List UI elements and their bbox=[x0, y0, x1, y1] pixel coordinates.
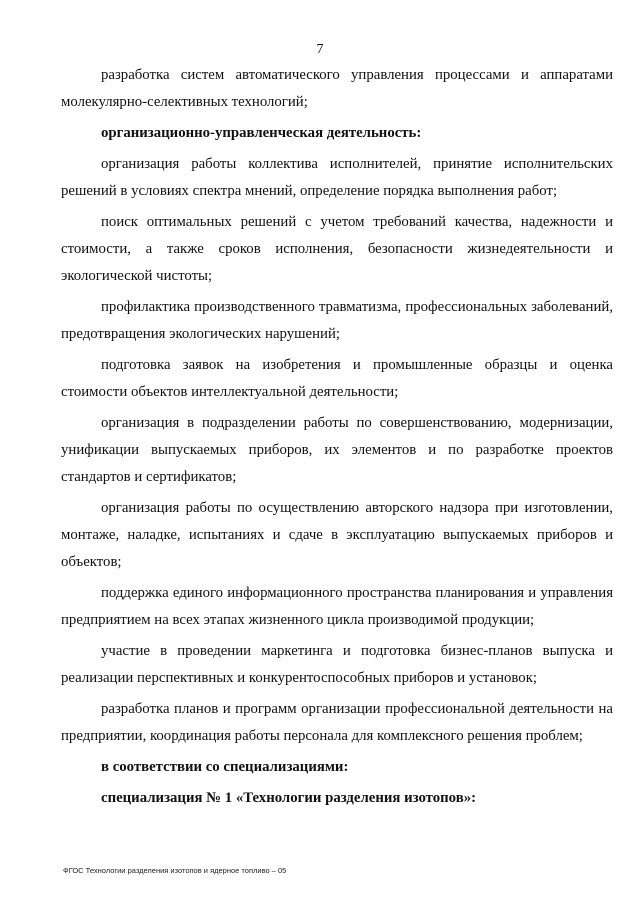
paragraph-10: участие в проведении маркетинга и подготовка бизнес-планов выпуска и реализации перспективных и конкурентоспособных приборов и установок; bbox=[61, 643, 613, 686]
paragraph-6: подготовка заявок на изобретения и промышленные образцы и оценка стоимости объектов интеллектуальной деятельности; bbox=[61, 357, 613, 400]
heading-specializations: в соответствии со специализациями: bbox=[101, 759, 349, 775]
footer-text: ФГОС Технологии разделения изотопов и ядерное топливо – 05 bbox=[63, 866, 287, 875]
heading-organizational-activity: организационно-управленческая деятельность: bbox=[101, 125, 422, 141]
page-number: 7 bbox=[316, 42, 324, 57]
paragraph-7: организация в подразделении работы по совершенствованию, модернизации, унификации выпускаемых приборов, их элементов и по разработке проектов стандартов и сертификатов; bbox=[61, 415, 613, 485]
paragraph-3: организация работы коллектива исполнителей, принятие исполнительских решений в условиях спектра мнений, определение порядка выполнения работ; bbox=[61, 156, 613, 199]
paragraph-11: разработка планов и программ организации профессиональной деятельности на предприятии, координация работы персонала для комплексного решения проблем; bbox=[61, 701, 613, 744]
paragraph-5: профилактика производственного травматизма, профессиональных заболеваний, предотвращения экологических нарушений; bbox=[61, 299, 613, 342]
paragraph-1: разработка систем автоматического управления процессами и аппаратами молекулярно-селективных технологий; bbox=[61, 67, 613, 110]
document-body bbox=[61, 62, 613, 816]
paragraph-9: поддержка единого информационного пространства планирования и управления предприятием на всех этапах жизненного цикла производимой продукции; bbox=[61, 585, 613, 628]
heading-specialization-1: специализация № 1 «Технологии разделения изотопов»: bbox=[101, 790, 477, 806]
paragraph-8: организация работы по осуществлению авторского надзора при изготовлении, монтаже, наладке, испытаниях и сдаче в эксплуатацию выпускаемых приборов и объектов; bbox=[61, 500, 613, 570]
paragraph-4: поиск оптимальных решений с учетом требований качества, надежности и стоимости, а также сроков исполнения, безопасности жизнедеятельности и экологической чистоты; bbox=[61, 214, 613, 284]
